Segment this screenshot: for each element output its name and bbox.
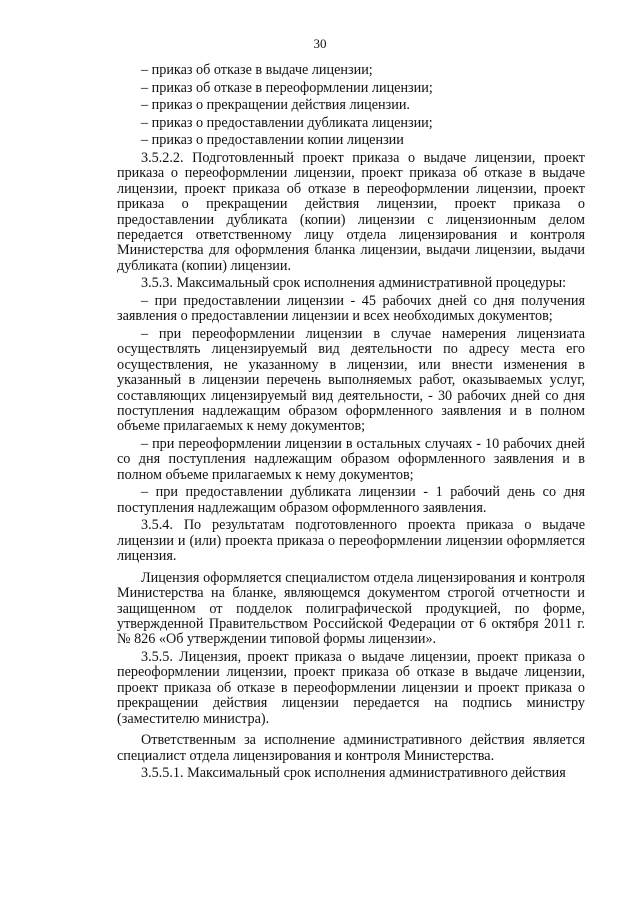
list-item: – приказ о предоставлении копии лицензии (141, 132, 404, 149)
paragraph: Ответственным за исполнение административного действия является специалист отдела лицензирования и контроля Министерства. (117, 732, 585, 764)
list-item: – приказ об отказе в переоформлении лицензии; (141, 79, 433, 96)
list-item: – приказ об отказе в выдаче лицензии; (141, 62, 373, 78)
paragraph: 3.5.5.1. Максимальный срок исполнения административного действия (141, 765, 566, 782)
paragraph: – при переоформлении лицензии в остальных случаях - 10 рабочих дней со дня поступления надлежащим образом оформленного заявления и в полном объеме прилагаемых к нему документов; (117, 436, 585, 483)
paragraph: – при предоставлении лицензии - 45 рабочих дней со дня получения заявления о предоставлении лицензии и всех необходимых документов; (117, 293, 585, 325)
paragraph: – при предоставлении дубликата лицензии - 1 рабочий день со дня поступления надлежащим образом оформленного заявления. (117, 484, 585, 516)
paragraph: 3.5.4. По результатам подготовленного проекта приказа о выдаче лицензии и (или) проекта приказа о переоформлении лицензии оформляется лицензия. (117, 517, 585, 565)
paragraph: – при переоформлении лицензии в случае намерения лицензиата осуществлять лицензируемый вид деятельности по адресу места его осуществления, не указанному в лицензии, или внести изменения в указанный в лицензии перечень выполняемых работ, оказываемых услуг, составляющих лицензируемый вид деятельности, - 30 рабочих дней со дня поступления надлежащим образом оформленного заявления и в полном объеме прилагаемых к нему документов; (117, 326, 585, 435)
paragraph: 3.5.5. Лицензия, проект приказа о выдаче лицензии, проект приказа о переоформлении лицензии, проект приказа об отказе в выдаче лицензии, проект приказа об отказе в переоформлении лицензии и проект приказа о прекращении действия лицензии передается на подпись министру (заместителю министра). (117, 649, 585, 727)
document-body (117, 63, 585, 784)
list-item: – приказ о предоставлении дубликата лицензии; (141, 114, 433, 131)
paragraph: 3.5.2.2. Подготовленный проект приказа о выдаче лицензии, проект приказа о переоформлении лицензии, проект приказа об отказе в выдаче лицензии, проект приказа об отказе в переоформлении лицензии, проект приказа о прекращении действия лицензии, проект приказа о предоставлении дубликата (копии) лицензии с лицензионным делом передается ответственному лицу отдела лицензирования и контроля Министерства для оформления бланка лицензии, выдачи лицензии, выдачи дубликата (копии) лицензии. (117, 149, 585, 274)
paragraph: 3.5.3. Максимальный срок исполнения административной процедуры: (141, 275, 567, 292)
page-number: 30 (313, 36, 327, 51)
paragraph: Лицензия оформляется специалистом отдела лицензирования и контроля Министерства на бланке, являющемся документом строгой отчетности и защищенном от подделок полиграфической продукцией, по форме, утвержденной Правительством Российской Федерации от 6 октября 2011 г. № 826 «Об утверждении типовой формы лицензии». (117, 569, 585, 648)
list-item: – приказ о прекращении действия лицензии. (141, 97, 410, 114)
